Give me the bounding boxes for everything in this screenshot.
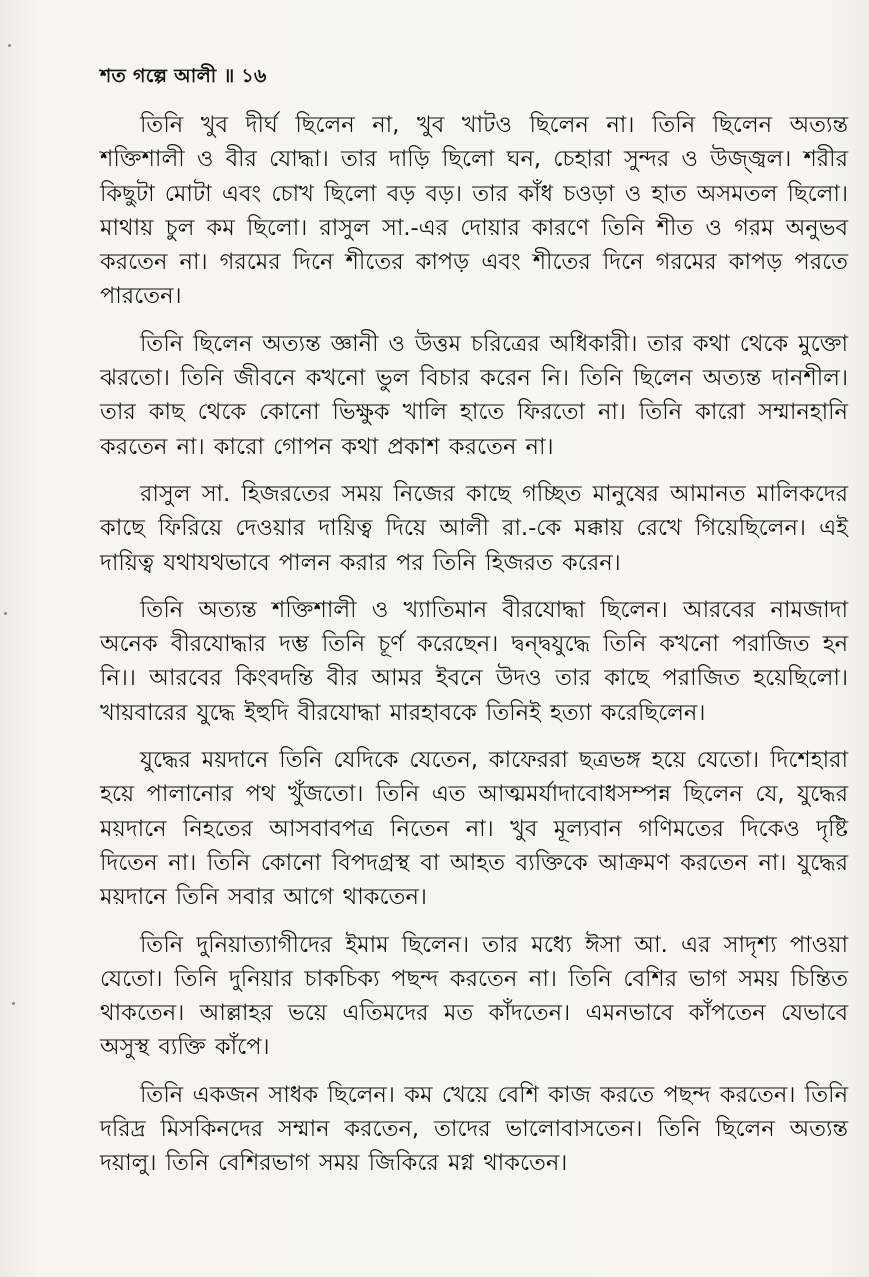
- paragraph-physical-description: তিনি খুব দীর্ঘ ছিলেন না, খুব খাটও ছিলেন না। তিনি ছিলেন অত্যন্ত শক্তিশালী ও বীর যোদ্ধা। তার দাড়ি ছিলো ঘন, চেহারা সুন্দর ও উজ্জ্বল। শরীর কিছুটা মোটা এবং চোখ ছিলো বড় বড়। তার কাঁধ চওড়া ও হাত অসমতল ছিলো। মাথায় চুল কম ছিলো। রাসুল সা.-এর দোয়ার কারণে তিনি শীত ও গরম অনুভব করতেন না। গরমের দিনে শীতের কাপড় এবং শীতের দিনে গরমের কাপড় পরতে পারতেন।: [100, 112, 848, 310]
- paragraph-ascetic-imam: তিনি দুনিয়াত্যাগীদের ইমাম ছিলেন। তার মধ্যে ঈসা আ. এর সাদৃশ্য পাওয়া যেতো। তিনি দুনিয়ার চাকচিক্য পছন্দ করতেন না। তিনি বেশির ভাগ সময় চিন্তিত থাকতেন। আল্লাহর ভয়ে এতিমদের মত কাঁদতেন। এমনভাবে কাঁপতেন যেভাবে অসুস্থ ব্যক্তি কাঁপে।: [100, 931, 848, 1061]
- running-head: শত গল্পে আলী ॥ ১৬: [100, 65, 267, 87]
- paragraph-warrior: তিনি অত্যন্ত শক্তিশালী ও খ্যাতিমান বীরযোদ্ধা ছিলেন। আরবের নামজাদা অনেক বীরযোদ্ধার দম্ভ তিনি চূর্ণ করেছেন। দ্বন্দ্বযুদ্ধে তিনি কখনো পরাজিত হন নি।। আরবের কিংবদন্তি বীর আমর ইবনে উদও তার কাছে পরাজিত হয়েছিলো। খায়বারের যুদ্ধে ইহুদি বীরযোদ্ধা মারহাবকে তিনিই হত্যা করেছিলেন।: [100, 596, 848, 726]
- paragraph-character: তিনি ছিলেন অত্যন্ত জ্ঞানী ও উত্তম চরিত্রের অধিকারী। তার কথা থেকে মুক্তো ঝরতো। তিনি জীবনে কখনো ভুল বিচার করেন নি। তিনি ছিলেন অত্যন্ত দানশীল। তার কাছ থেকে কোনো ভিক্ষুক খালি হাতে ফিরতো না। তিনি কারো সম্মানহানি করতেন না। কারো গোপন কথা প্রকাশ করতেন না।: [100, 330, 848, 460]
- page-speck: [12, 1002, 15, 1005]
- paragraph-battlefield: যুদ্ধের ময়দানে তিনি যেদিকে যেতেন, কাফেররা ছত্রভঙ্গ হয়ে যেতো। দিশেহারা হয়ে পালানোর পথ খুঁজতো। তিনি এত আত্মমর্যাদাবোধসম্পন্ন ছিলেন যে, যুদ্ধের ময়দানে নিহতের আসবাবপত্র নিতেন না। খুব মূল্যবান গণিমতের দিকেও দৃষ্টি দিতেন না। তিনি কোনো বিপদগ্রস্থ বা আহত ব্যক্তিকে আক্রমণ করতেন না। যুদ্ধের ময়দানে তিনি সবার আগে থাকতেন।: [100, 747, 848, 911]
- body-text: [100, 108, 848, 1194]
- page-speck: [8, 44, 11, 47]
- page-speck: [4, 612, 7, 615]
- paragraph-hijrat: রাসুল সা. হিজরতের সময় নিজের কাছে গচ্ছিত মানুষের আমানত মালিকদের কাছে ফিরিয়ে দেওয়ার দায়িত্ব দিয়ে আলী রা.-কে মক্কায় রেখে গিয়েছিলেন। এই দায়িত্ব যথাযথভাবে পালন করার পর তিনি হিজরত করেন।: [100, 480, 848, 576]
- paragraph-devotee: তিনি একজন সাধক ছিলেন। কম খেয়ে বেশি কাজ করতে পছন্দ করতেন। তিনি দরিদ্র মিসকিনদের সম্মান করতেন, তাদের ভালোবাসতেন। তিনি ছিলেন অত্যন্ত দয়ালু। তিনি বেশিরভাগ সময় জিকিরে মগ্ন থাকতেন।: [100, 1081, 848, 1177]
